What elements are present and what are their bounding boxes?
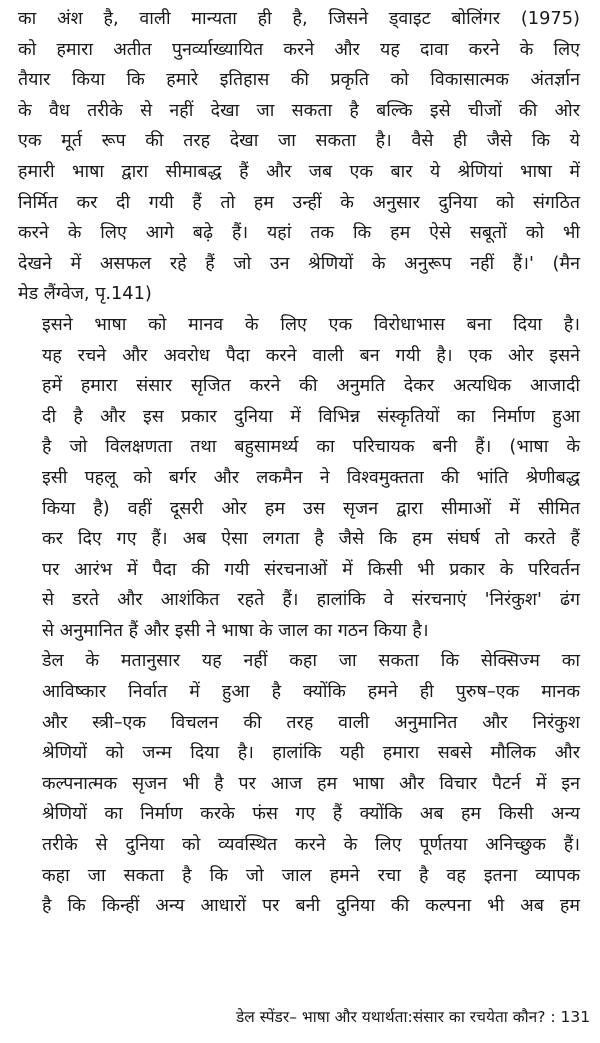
paragraph-1 [18, 4, 580, 310]
running-footer: डेल स्पेंडर– भाषा और यथार्थता:संसार का रचयेता कौन? : 131 [236, 1008, 591, 1026]
text-line: कर दिए गए हैं। अब ऐसा लगता है जैसे कि हम संघर्ष तो करते हैं [42, 528, 580, 550]
text-line: यह रचने और अवरोध पैदा करने वाली बन गयी है। एक ओर इसने [42, 344, 580, 366]
text-line: हमारी भाषा द्वारा सीमाबद्ध हैं और जब एक बार ये श्रेणियां भाषा में [18, 160, 580, 182]
text-line: से अनुमानित हैं और इसी ने भाषा के जाल का गठन किया है। [42, 619, 429, 641]
text-line: का अंश है, वाली मान्यता ही है, जिसने ड्वाइट बोलिंगर (1975) [18, 8, 580, 29]
text-line: दी है और इस प्रकार दुनिया में विभिन्न संस्कृतियों का निर्माण हुआ [42, 405, 580, 427]
text-line: डेल के मतानुसार यह नहीं कहा जा सकता कि सेक्सिज्म का [42, 650, 580, 672]
text-line: को हमारा अतीत पुनर्व्याख्यायित करने और यह दावा करने के लिए [18, 38, 580, 60]
text-line: आविष्कार निर्वात में हुआ है क्योंकि हमने ही पुरुष–एक मानक [42, 681, 580, 703]
text-line: के वैध तरीके से नहीं देखा जा सकता है बल्कि इसे चीजों की ओर [18, 99, 580, 121]
text-line: करने के लिए आगे बढ़े हैं। यहां तक कि हम ऐसे सबूतों को भी [18, 222, 580, 244]
text-line: इसने भाषा को मानव के लिए एक विरोधाभास बना दिया है। [42, 313, 580, 335]
text-line: और स्त्री–एक विचलन की तरह वाली अनुमानित और निरंकुश [42, 711, 580, 733]
text-line: पर आरंभ में पैदा की गयी संरचनाओं में किसी भी प्रकार के परिवर्तन [42, 558, 580, 580]
text-line: कल्पनात्मक सृजन भी है पर आज हम भाषा और विचार पैटर्न में इन [42, 772, 580, 794]
text-line: देखने में असफल रहे हैं जो उन श्रेणियों के अनुरूप नहीं हैं।' (मैन [18, 252, 580, 274]
text-line: तैयार किया कि हमारे इतिहास की प्रकृति को विकासात्मक अंतर्ज्ञान [18, 69, 580, 91]
text-line: हमें हमारा संसार सृजित करने की अनुमति देकर अत्यधिक आजादी [42, 375, 580, 397]
text-line: तरीके से दुनिया को व्यवस्थित करने के लिए पूर्णतया अनिच्छुक हैं। [42, 834, 580, 856]
text-line: इसी पहलू को बर्गर और लकमैन ने विश्वमुक्तता की भांति श्रेणीबद्ध [42, 466, 580, 488]
text-line: निर्मित कर दी गयी हैं तो हम उन्हीं के अनुसार दुनिया को संगठित [18, 191, 580, 213]
text-line: मेड लैंग्वेज, पृ.141) [18, 283, 152, 305]
text-line: श्रेणियों का निर्माण करके फंस गए हैं क्योंकि अब हम किसी अन्य [42, 803, 580, 825]
text-line: श्रेणियों को जन्म दिया है। हालांकि यही हमारा सबसे मौलिक और [42, 742, 580, 764]
paragraph-2 [18, 310, 580, 647]
text-line: एक मूर्त रूप की तरह देखा जा सकता है। वैसे ही जैसे कि ये [18, 130, 580, 152]
paragraph-3 [18, 646, 580, 921]
text-line: से डरते और आशंकित रहते हैं। हालांकि वे संरचनाएं 'निरंकुश' ढंग [42, 589, 580, 611]
text-line: है जो विलक्षणता तथा बहुसामर्थ्य का परिचायक बनी हैं। (भाषा के [42, 436, 580, 458]
text-line: कहा जा सकता है कि जो जाल हमने रचा है वह इतना व्यापक [42, 864, 580, 886]
text-line: किया है) वहीं दूसरी ओर हम उस सृजन द्वारा सीमाओं में सीमित [42, 497, 580, 519]
text-line: है कि किन्हीं अन्य आधारों पर बनी दुनिया की कल्पना भी अब हम [42, 895, 580, 917]
